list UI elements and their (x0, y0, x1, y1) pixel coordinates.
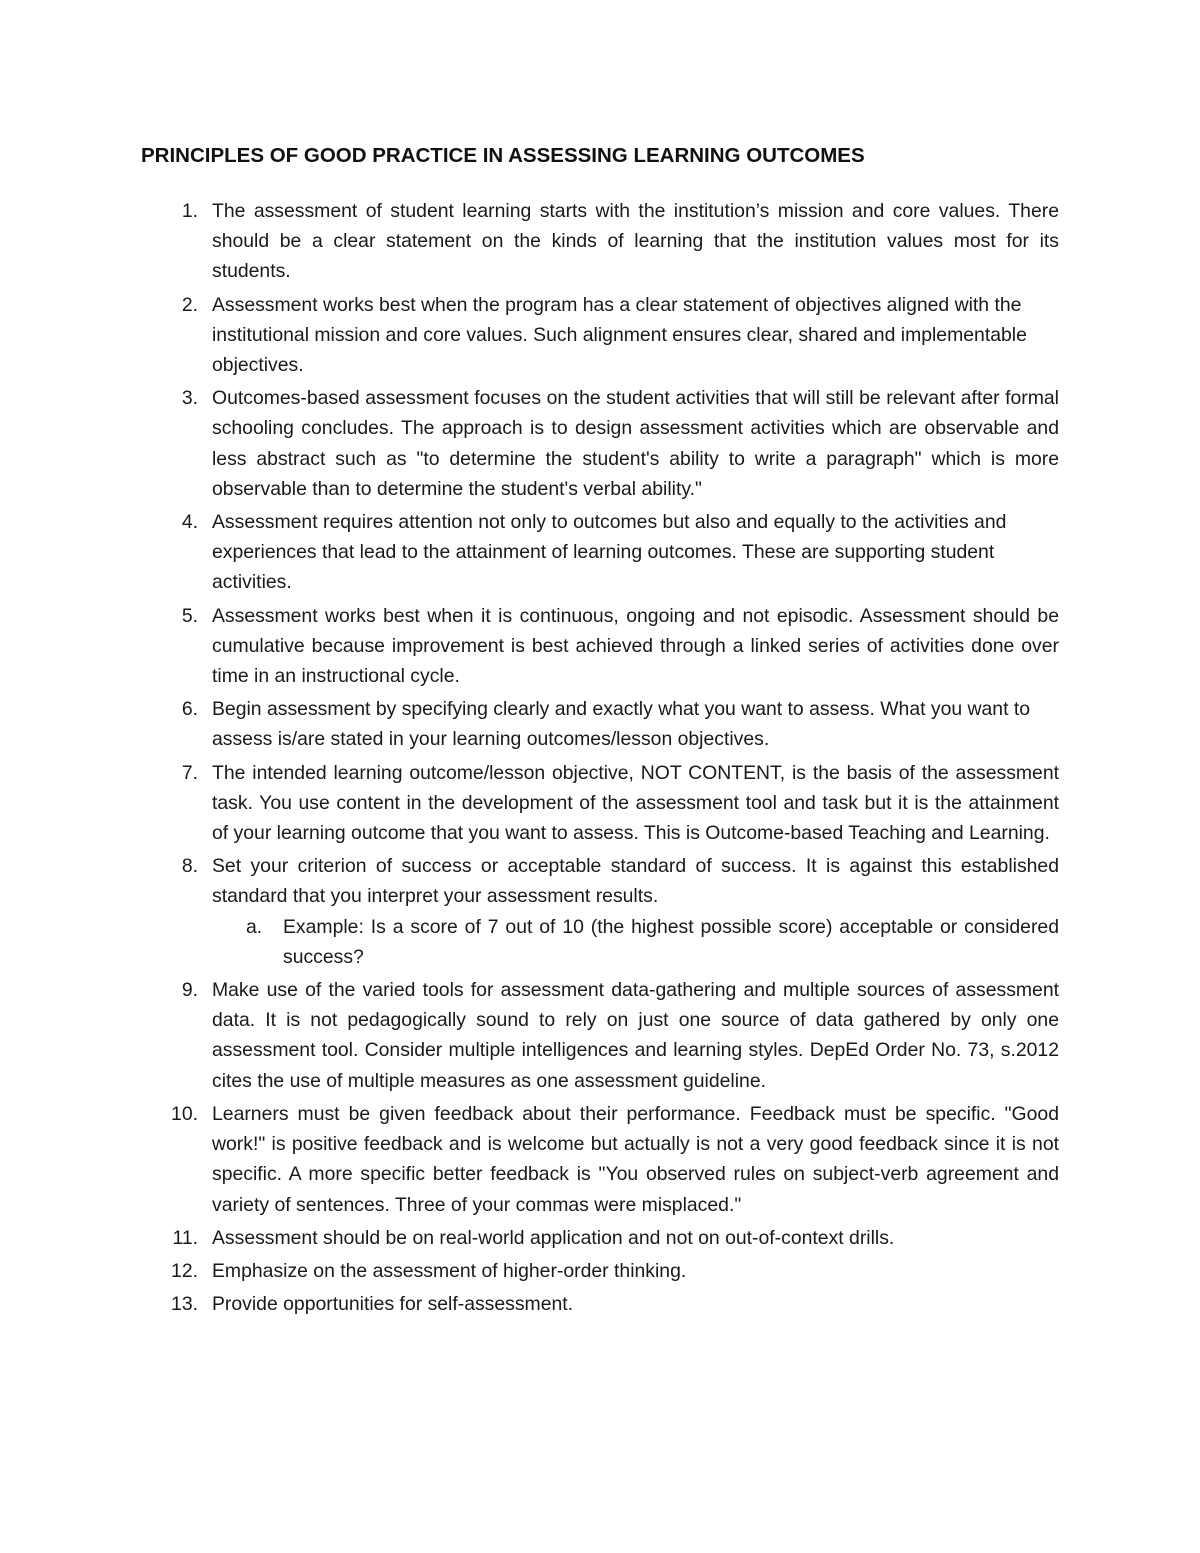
list-item (141, 601, 1059, 692)
item-text: Assessment should be on real-world application and not on out-of-context drills. (212, 1226, 895, 1249)
item-number: 5. (181, 604, 198, 627)
list-item (141, 1289, 1059, 1319)
list-item (141, 290, 1059, 381)
list-item (141, 975, 1059, 1096)
item-number: 8. (181, 855, 198, 878)
list-item (141, 1099, 1059, 1220)
item-number: 11. (172, 1226, 198, 1249)
item-text: Learners must be given feedback about their performance. Feedback must be specific. "Good work!" is positive feedback and is welcome but actually is not a very good feedback since it is not specific. A more specific better feedback is "You observed rules on subject-verb agreement and variety of sentences. Three of your commas were misplaced." (212, 1102, 1059, 1216)
list-item (141, 383, 1059, 504)
item-number: 9. (181, 979, 198, 1002)
item-number: 7. (181, 761, 198, 784)
item-text: Assessment works best when it is continuous, ongoing and not episodic. Assessment should be cumulative because improvement is best achieved through a linked series of activities done over time in an instructional cycle. (212, 604, 1059, 688)
item-number: 6. (181, 698, 198, 721)
item-text: Make use of the varied tools for assessment data-gathering and multiple sources of assessment data. It is not pedagogically sound to rely on just one source of data gathered by only one assessment tool. Consider multiple intelligences and learning styles. DepEd Order No. 73, s.2012 cites the use of multiple measures as one assessment guideline. (212, 979, 1059, 1092)
list-item (141, 1223, 1059, 1253)
item-number: 1. (181, 200, 198, 222)
item-text: Assessment requires attention not only to outcomes but also and equally to the activities and experiences that lead to the attainment of learning outcomes. These are supporting student activities. (212, 511, 1007, 594)
item-number: 2. (181, 293, 198, 316)
item-text: Set your criterion of success or acceptable standard of success. It is against this established standard that you interpret your assessment results. (212, 855, 1059, 908)
item-text: The intended learning outcome/lesson objective, NOT CONTENT, is the basis of the assessment task. You use content in the development of the assessment tool and task but it is the attainment of your learning outcome that you want to assess. This is Outcome-based Teaching and Learning. (212, 761, 1059, 845)
principles-list (141, 196, 1059, 1322)
list-item (141, 1256, 1059, 1286)
list-item (141, 758, 1059, 849)
item-text: Begin assessment by specifying clearly and exactly what you want to assess. What you want to assess is/are stated in your learning outcomes/lesson objectives. (212, 698, 1031, 751)
item-number: 13. (171, 1293, 198, 1316)
item-text: Emphasize on the assessment of higher-order thinking. (212, 1259, 687, 1282)
sub-list-item (141, 912, 1059, 972)
list-item (141, 851, 1059, 972)
item-number: 10. (171, 1102, 198, 1125)
page-title: PRINCIPLES OF GOOD PRACTICE IN ASSESSING LEARNING OUTCOMES (141, 144, 865, 167)
item-number: 3. (181, 387, 198, 410)
list-item (141, 694, 1059, 754)
item-number: 4. (181, 511, 198, 534)
sub-list (212, 912, 1059, 972)
sub-item-text: Example: Is a score of 7 out of 10 (the highest possible score) acceptable or considered success? (283, 915, 1059, 968)
item-number: 12. (171, 1259, 198, 1282)
item-text: Outcomes-based assessment focuses on the student activities that will still be relevant after formal schooling concludes. The approach is to design assessment activities which are observable and less abstract such as "to determine the student's ability to write a paragraph" which is more observable than to determine the student's verbal ability." (212, 387, 1059, 500)
item-text: Provide opportunities for self-assessment. (212, 1293, 574, 1316)
item-text: Assessment works best when the program has a clear statement of objectives aligned with the institutional mission and core values. Such alignment ensures clear, shared and implementable objectives. (212, 293, 1027, 377)
list-item (141, 196, 1059, 287)
sub-item-letter: a. (246, 915, 263, 938)
list-item (141, 507, 1059, 598)
item-text: The assessment of student learning starts with the institution’s mission and core values. There should be a clear statement on the kinds of learning that the institution values most for its students. (212, 200, 1059, 283)
